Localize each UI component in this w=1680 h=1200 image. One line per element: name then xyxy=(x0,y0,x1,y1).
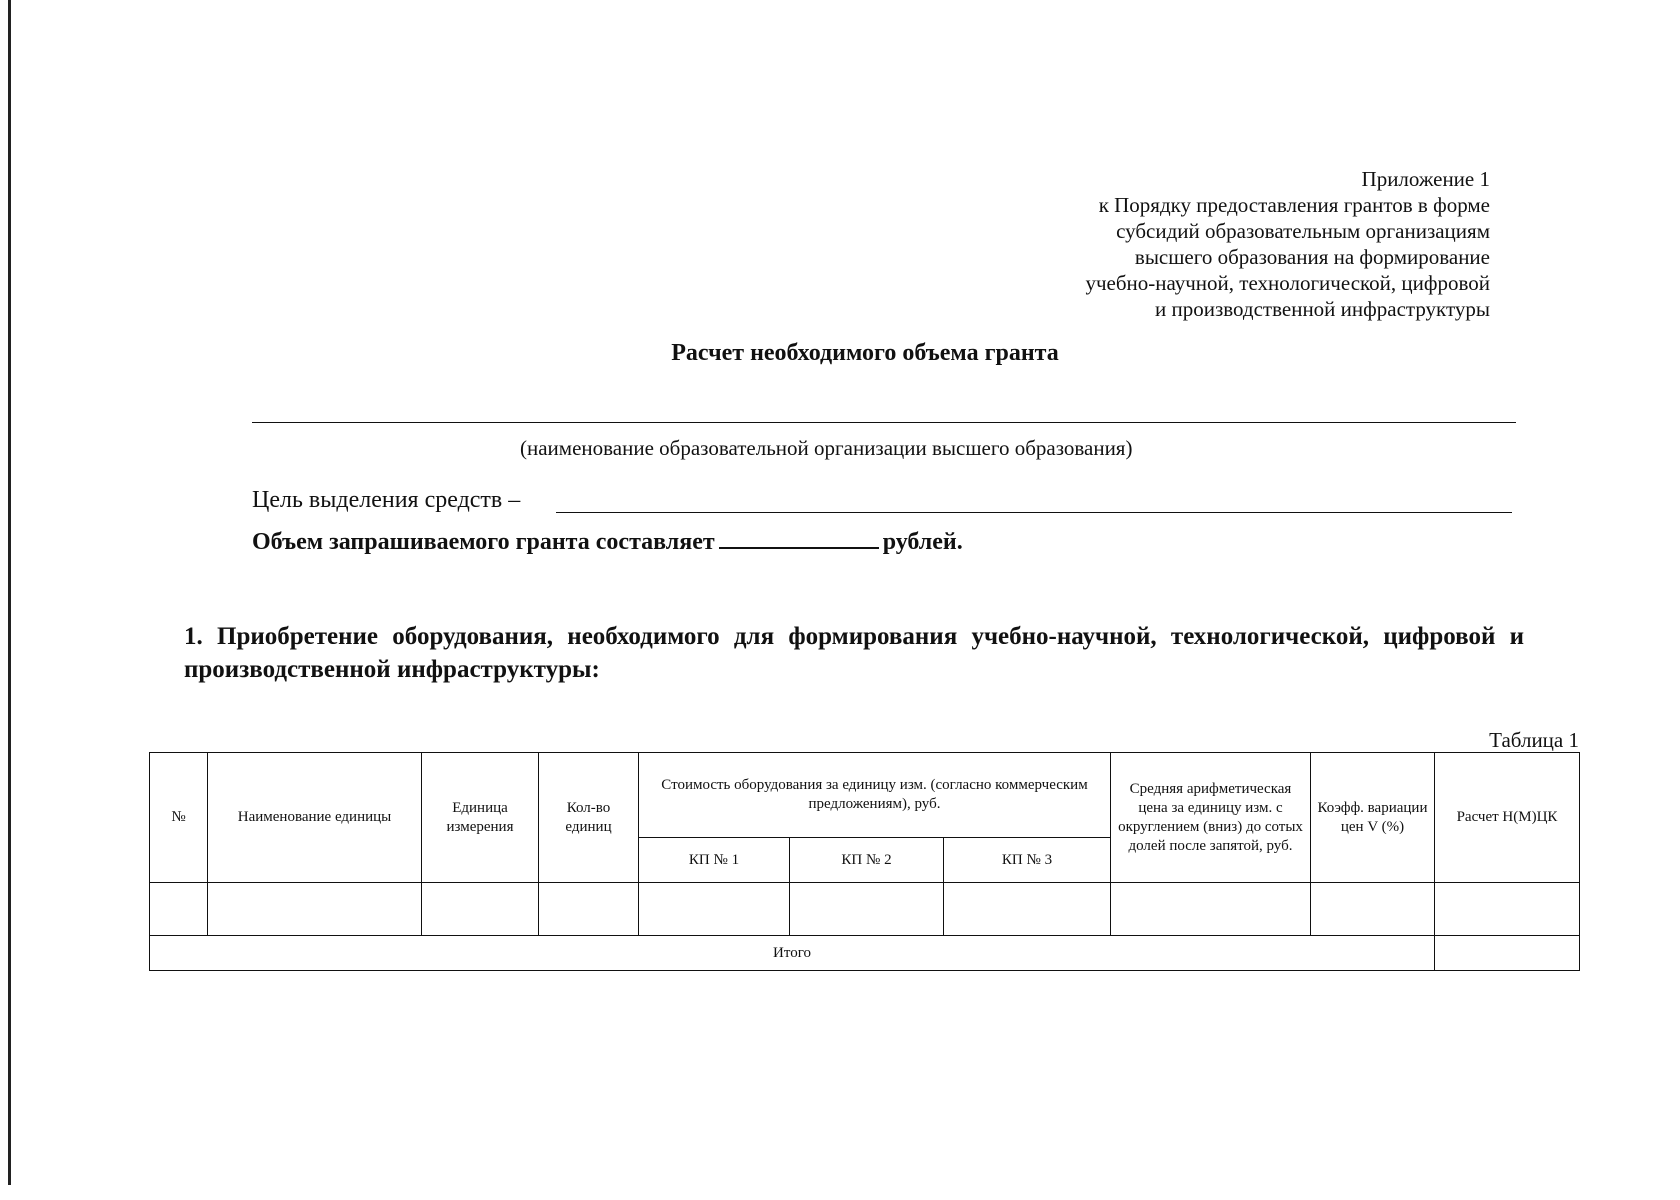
grant-volume-blank xyxy=(719,527,879,549)
grant-volume-suffix: рублей. xyxy=(882,529,963,555)
appendix-line: учебно-научной, технологической, цифровой xyxy=(1085,271,1490,295)
cell-kp1[interactable] xyxy=(639,883,790,936)
org-name-caption: (наименование образовательной организации высшего образования) xyxy=(520,436,1133,460)
total-value-cell[interactable] xyxy=(1435,936,1580,971)
appendix-line: субсидий образовательным организациям xyxy=(1116,219,1490,243)
appendix-block xyxy=(1085,166,1490,322)
appendix-line: и производственной инфраструктуры xyxy=(1154,297,1490,321)
cell-average-price[interactable] xyxy=(1111,883,1311,936)
total-label: Итого xyxy=(150,936,1435,971)
header-variation-coef: Коэфф. вариации цен V (%) xyxy=(1311,753,1435,883)
cell-unit[interactable] xyxy=(422,883,539,936)
cell-num[interactable] xyxy=(150,883,208,936)
goal-line xyxy=(556,512,1512,513)
equipment-table xyxy=(149,752,1580,971)
scan-edge xyxy=(8,0,11,1185)
table-caption: Таблица 1 xyxy=(1489,728,1579,752)
appendix-line: Приложение 1 xyxy=(1361,167,1490,191)
header-qty: Кол-во единиц xyxy=(539,753,639,883)
cell-variation-coef[interactable] xyxy=(1311,883,1435,936)
header-nmck-calc: Расчет Н(М)ЦК xyxy=(1435,753,1580,883)
header-average-price: Средняя арифметическая цена за единицу изм. с округлением (вниз) до сотых долей после запятой, руб. xyxy=(1111,753,1311,883)
header-kp3: КП № 3 xyxy=(944,838,1111,883)
header-cost-group: Стоимость оборудования за единицу изм. (согласно коммерческим предложениям), руб. xyxy=(639,753,1111,838)
goal-label: Цель выделения средств – xyxy=(252,487,521,513)
grant-volume-prefix: Объем запрашиваемого гранта составляет xyxy=(252,529,715,555)
org-name-line xyxy=(252,422,1516,423)
cell-kp2[interactable] xyxy=(790,883,944,936)
appendix-line: к Порядку предоставления грантов в форме xyxy=(1098,193,1490,217)
cell-qty[interactable] xyxy=(539,883,639,936)
appendix-line: высшего образования на формирование xyxy=(1134,245,1490,269)
table-header-row xyxy=(150,753,1580,838)
header-num: № xyxy=(150,753,208,883)
section-heading: 1. Приобретение оборудования, необходимого для формирования учебно-научной, технологической, цифровой и производственной инфраструктуры: xyxy=(184,623,1524,683)
header-unit: Единица измерения xyxy=(422,753,539,883)
table-row xyxy=(150,883,1580,936)
header-name: Наименование единицы xyxy=(208,753,422,883)
header-kp1: КП № 1 xyxy=(639,838,790,883)
cell-nmck-calc[interactable] xyxy=(1435,883,1580,936)
document-title: Расчет необходимого объема гранта xyxy=(671,340,1059,366)
cell-name[interactable] xyxy=(208,883,422,936)
header-kp2: КП № 2 xyxy=(790,838,944,883)
grant-volume xyxy=(252,527,963,556)
cell-kp3[interactable] xyxy=(944,883,1111,936)
table-total-row xyxy=(150,936,1580,971)
